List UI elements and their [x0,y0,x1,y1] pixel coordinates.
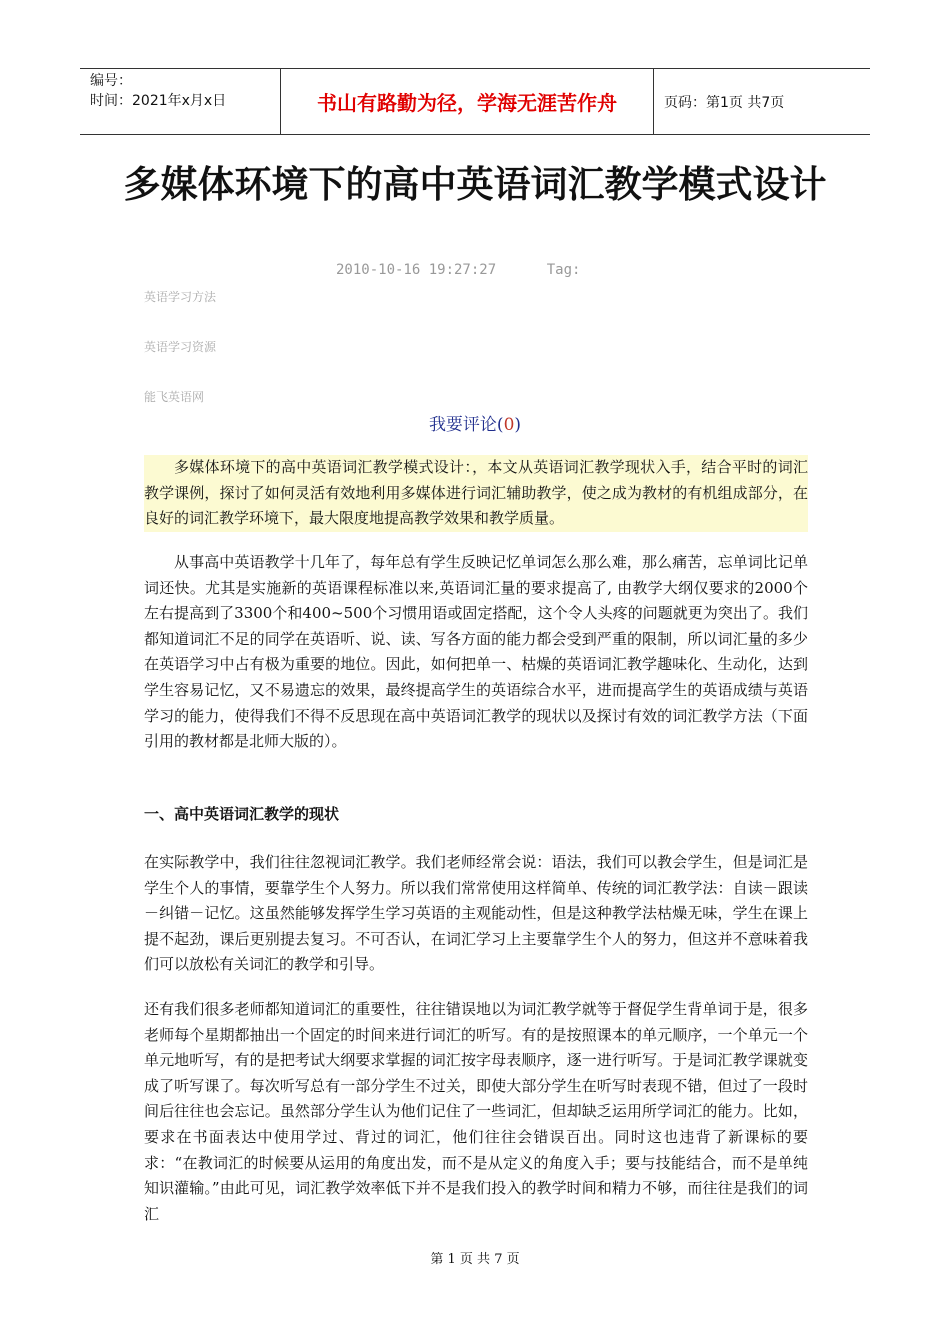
body-paragraph-1: 从事高中英语教学十几年了，每年总有学生反映记忆单词怎么那么难，那么痛苦，忘单词比记单词还快。尤其是实施新的英语课程标准以来,英语词汇量的要求提高了, 由教学大纲仅要求的2000个左右提高到了3300个和400~500个习惯用语或固定搭配，这个令人头疼的问题就更为突出了。我们都知道词汇不足的同学在英语听、说、读、写各方面的能力都会受到严重的限制，所以词汇量的多少在英语学习中占有极为重要的地位。因此，如何把单一、枯燥的英语词汇教学趣味化、生动化，达到学生容易记忆，又不易遗忘的效果，最终提高学生的英语综合水平，进而提高学生的英语成绩与英语学习的能力，使得我们不得不反思现在高中英语词汇教学的现状以及探讨有效的词汇教学方法（下面引用的教材都是北师大版的）。 [144,553,808,751]
number-label: 编号： [90,73,132,89]
comment-label: 我要评论( [428,415,504,435]
tag-link-study-resources[interactable]: 英语学习资源 [144,340,217,354]
article-title: 多媒体环境下的高中英语词汇教学模式设计 [123,163,827,206]
tag-link-nengfei-site[interactable]: 能飞英语网 [144,390,205,404]
comment-count: 0 [503,415,515,435]
page-footer: 第 1 页 共 7 页 [430,1252,520,1267]
motto: 书山有路勤为径，学海无涯苦作舟 [280,69,654,134]
body-paragraph-2: 在实际教学中，我们往往忽视词汇教学。我们老师经常会说：语法，我们可以教会学生，但是词汇是学生个人的事情，要靠学生个人努力。所以我们常常使用这样简单、传统的词汇教学法：自读－跟读－纠错－记忆。这虽然能够发挥学生学习英语的主观能动性，但是这种教学法枯燥无味，学生在课上提不起劲，课后更别提去复习。不可否认，在词汇学习上主要靠学生个人的努力，但这并不意味着我们可以放松有关词汇的教学和引导。 [144,853,808,974]
page-info: 页码：第1页 共7页 [664,94,785,111]
page-header [80,68,870,135]
body-paragraph-3: 还有我们很多老师都知道词汇的重要性，往往错误地以为词汇教学就等于督促学生背单词于是，很多老师每个星期都抽出一个固定的时间来进行词汇的听写。有的是按照课本的单元顺序，一个单元一个单元地听写，有的是把考试大纲要求掌握的词汇按字母表顺序，逐一进行听写。于是词汇教学课就变成了听写课了。每次听写总有一部分学生不过关，即使大部分学生在听写时表现不错，但过了一段时间后往往也会忘记。虽然部分学生认为他们记住了一些词汇，但却缺乏运用所学词汇的能力。比如，要求在书面表达中使用学过、背过的词汇，他们往往会错误百出。同时这也违背了新课标的要求：“在教词汇的时候要从运用的角度出发，而不是从定义的角度入手；要与技能结合，而不是单纯知识灌输。”由此可见，词汇教学效率低下并不是我们投入的教学时间和精力不够，而往往是我们的词汇 [144,1000,808,1223]
section-heading: 一、高中英语词汇教学的现状 [144,805,340,823]
header-meta [80,69,280,134]
tag-link-study-methods[interactable]: 英语学习方法 [144,290,217,304]
article-meta: 2010-10-16 19:27:27 Tag: [336,262,581,278]
time-label: 时间：2021年x月x日 [90,93,227,109]
comment-link[interactable] [0,410,950,435]
article-summary: 多媒体环境下的高中英语词汇教学模式设计：，本文从英语词汇教学现状入手，结合平时的词汇教学课例，探讨了如何灵活有效地利用多媒体进行词汇辅助教学，使之成为教材的有机组成部分，在良好的词汇教学环境下，最大限度地提高教学效果和教学质量。 [144,455,808,532]
comment-close: ) [514,415,522,435]
